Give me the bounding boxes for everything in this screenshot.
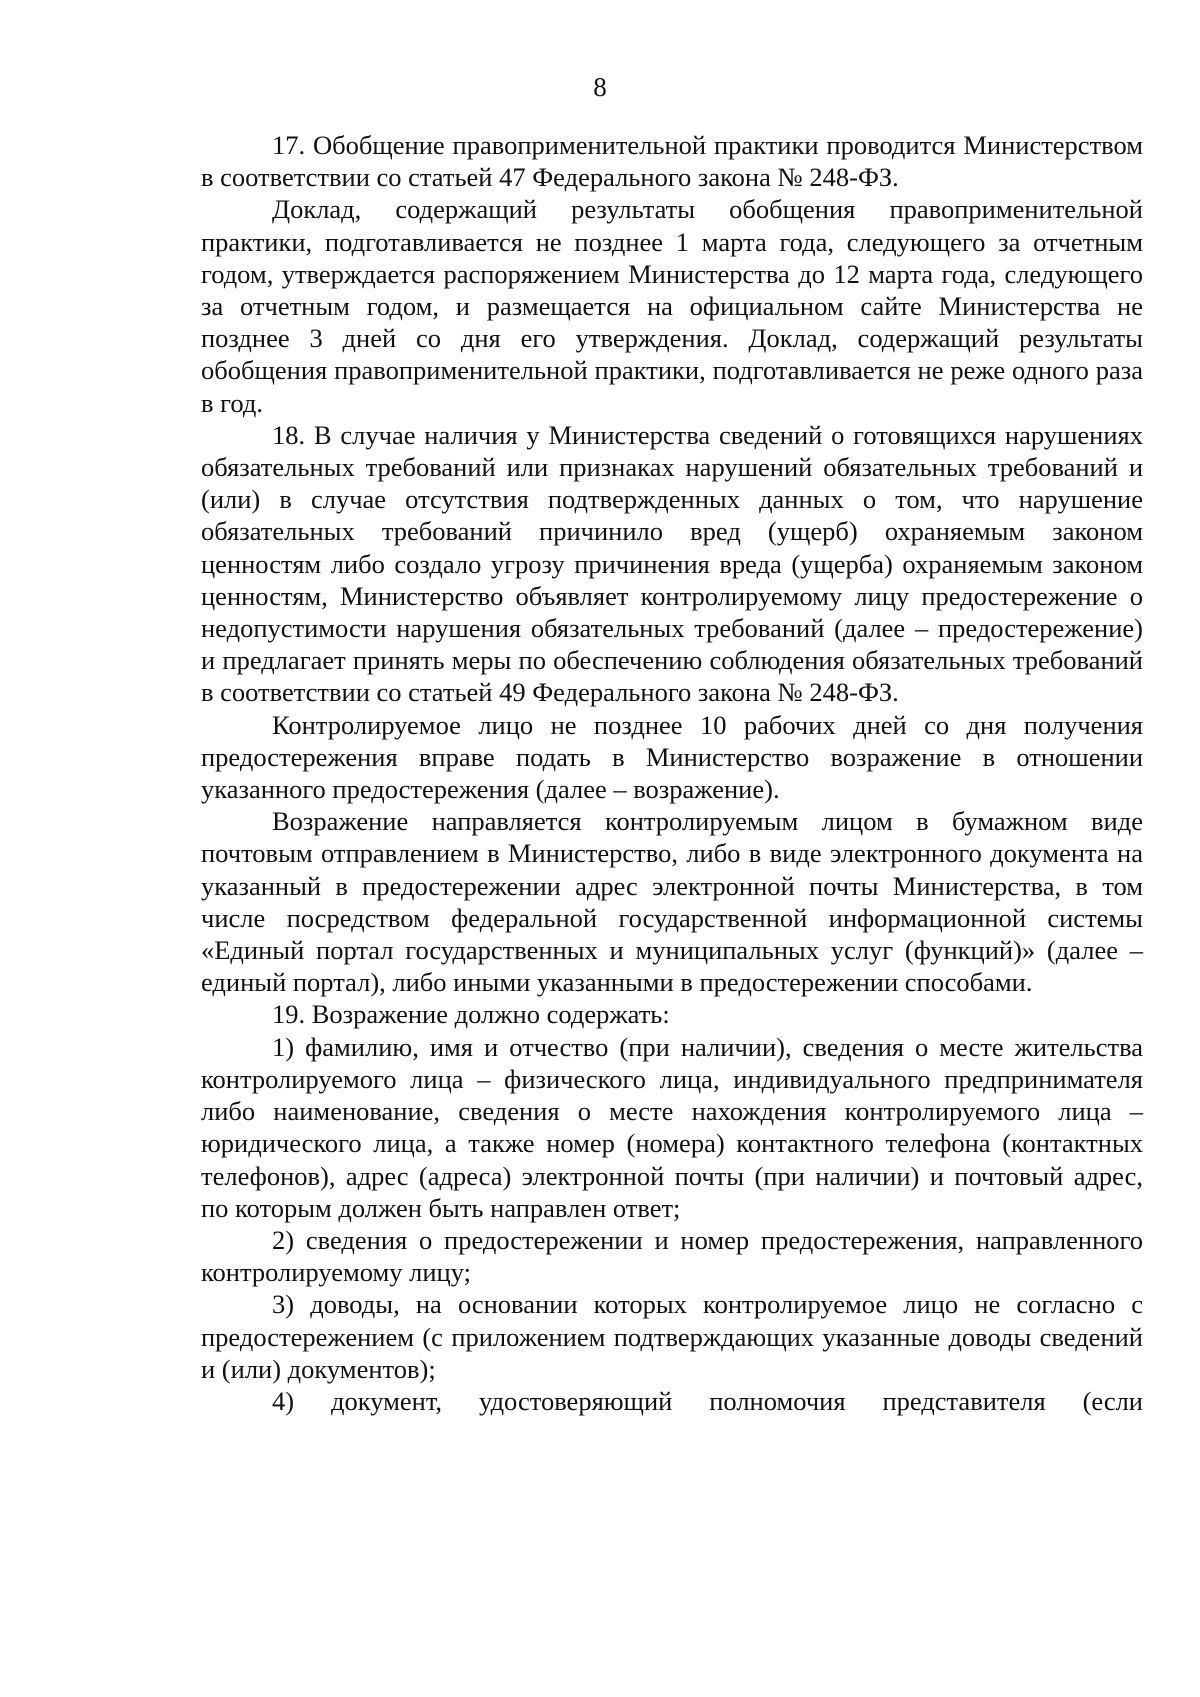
list-item-4: 4) документ, удостоверяющий полномочия представителя (если <box>272 1385 1143 1416</box>
list-item-1: 1) фамилию, имя и отчество (при наличии), сведения о месте жительства контролируемого лица – физического лица, индивидуального предпринимателя либо наименование, сведения о месте нахождения контролируемого лица – юридического лица, а также номер (номера) контактного телефона (контактных телефонов), адрес (адреса) электронной почты (при наличии) и почтовый адрес, по которым должен быть направлен ответ; <box>201 1031 1143 1223</box>
paragraph-report: Доклад, содержащий результаты обобщения правоприменительной практики, подготавливается не позднее 1 марта года, следующего за отчетным годом, утверждается распоряжением Министерства до 12 марта года, следующего за отчетным годом, и размещается на официальном сайте Министерства не позднее 3 дней со дня его утверждения. Доклад, содержащий результаты обобщения правоприменительной практики, подготавливается не реже одного раза в год. <box>201 194 1143 418</box>
list-item-2: 2) сведения о предостережении и номер предостережения, направленного контролируемому лицу; <box>201 1224 1143 1288</box>
paragraph-objection-deadline: Контролируемое лицо не позднее 10 рабочих дней со дня получения предостережения вправе подать в Министерство возражение в отношении указанного предостережения (далее – возражение). <box>201 709 1143 805</box>
document-body <box>201 129 1143 1417</box>
paragraph-18: 18. В случае наличия у Министерства сведений о готовящихся нарушениях обязательных требований или признаках нарушений обязательных требований и (или) в случае отсутствия подтвержденных данных о том, что нарушение обязательных требований причинило вред (ущерб) охраняемым законом ценностям либо создало угрозу причинения вреда (ущерба) охраняемым законом ценностям, Министерство объявляет контролируемому лицу предостережение о недопустимости нарушения обязательных требований (далее – предостережение) и предлагает принять меры по обеспечению соблюдения обязательных требований в соответствии со статьей 49 Федерального закона № 248-ФЗ. <box>201 419 1143 708</box>
paragraph-19: 19. Возражение должно содержать: <box>272 999 670 1030</box>
paragraph-17: 17. Обобщение правоприменительной практики проводится Министерством в соответствии со статьей 47 Федерального закона № 248-ФЗ. <box>201 130 1143 193</box>
page-number: 8 <box>593 72 607 102</box>
paragraph-objection-delivery: Возражение направляется контролируемым лицом в бумажном виде почтовым отправлением в Министерство, либо в виде электронного документа на указанный в предостережении адрес электронной почты Министерства, в том числе посредством федеральной государственной информационной системы «Единый портал государственных и муниципальных услуг (функций)» (далее – единый портал), либо иными указанными в предостережении способами. <box>201 806 1143 998</box>
list-item-3: 3) доводы, на основании которых контролируемое лицо не согласно с предостережением (с приложением подтверждающих указанные доводы сведений и (или) документов); <box>201 1289 1143 1384</box>
